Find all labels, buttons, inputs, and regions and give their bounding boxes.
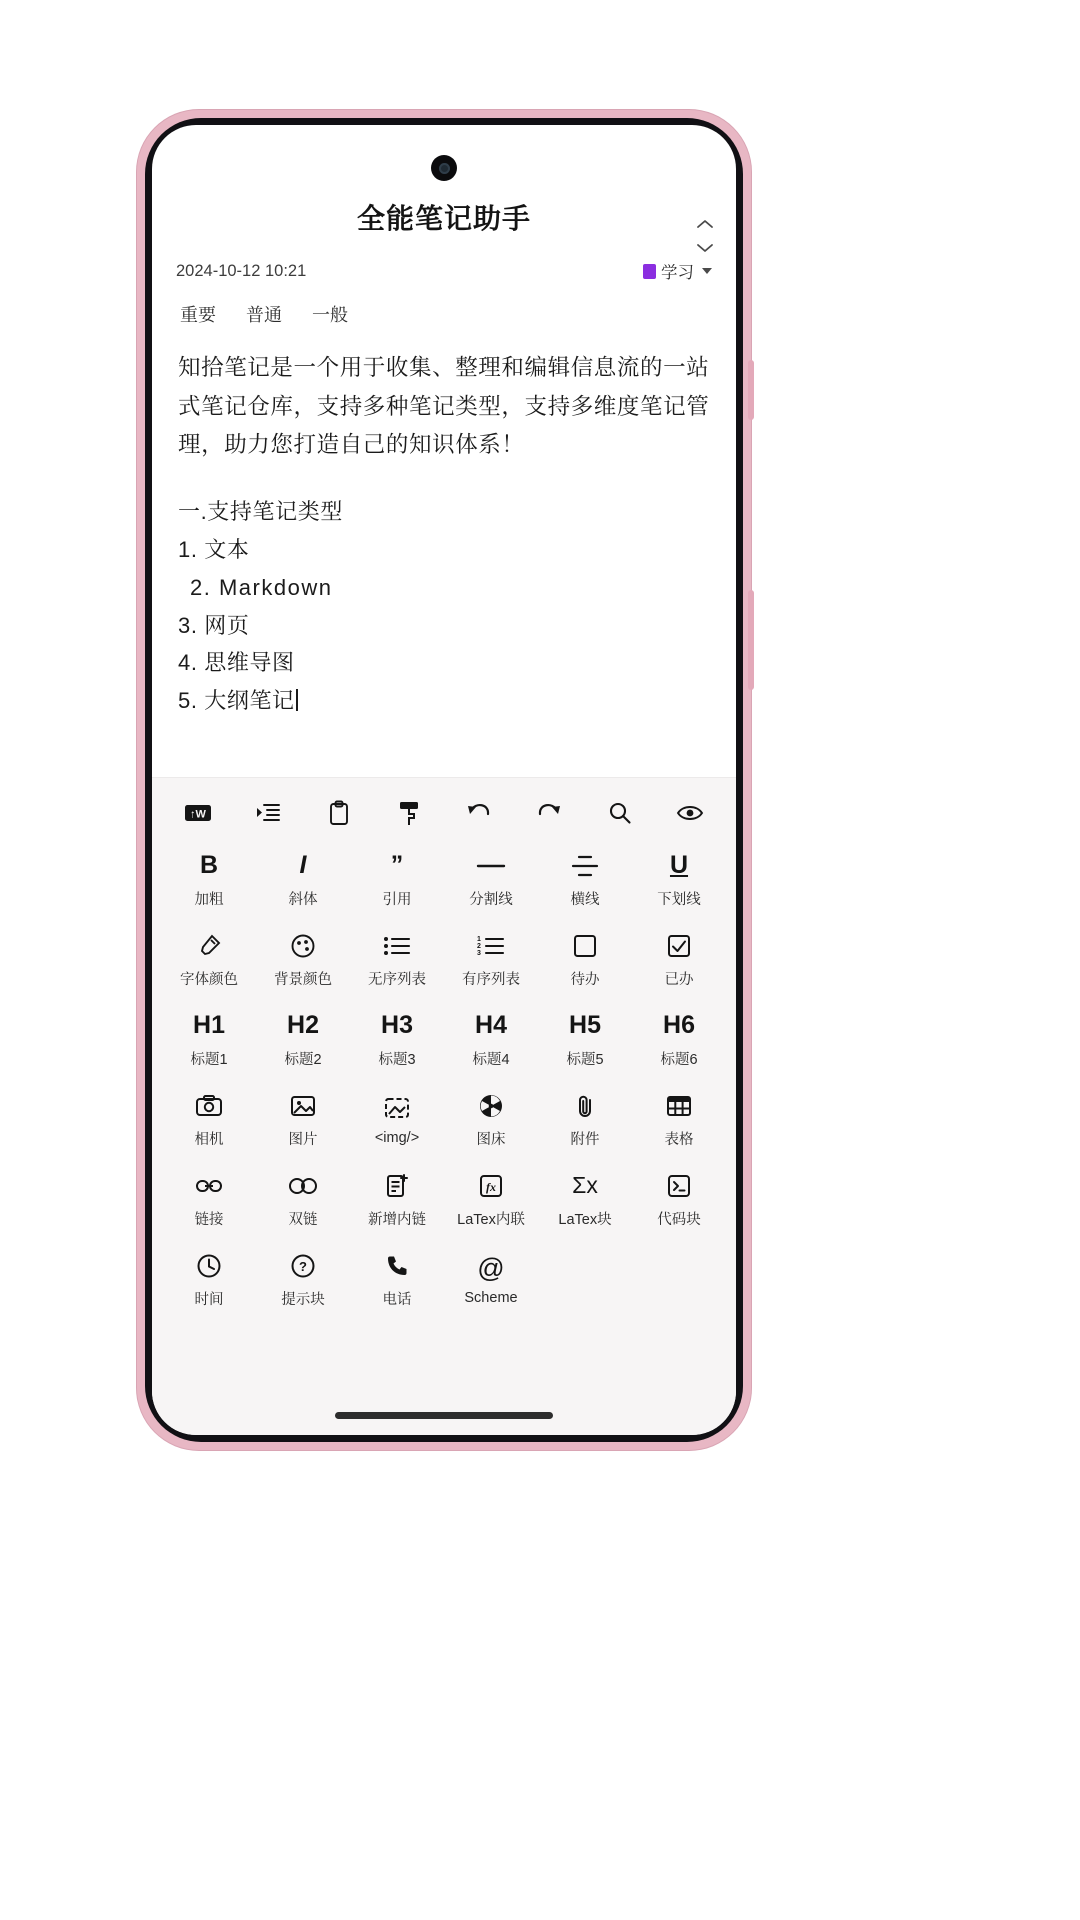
toolbar-item-latex-block[interactable] xyxy=(538,1160,632,1238)
svg-text:fx: fx xyxy=(486,1179,496,1194)
toolbar-item-camera[interactable] xyxy=(162,1080,256,1158)
editor-toolbar xyxy=(152,777,736,1435)
todo-unchecked-icon xyxy=(573,930,597,962)
toolbar-item-label: 分割线 xyxy=(469,891,513,908)
toolbar-item-label: 引用 xyxy=(382,891,412,908)
toolbar-item-label: 图床 xyxy=(476,1131,506,1148)
clock-icon xyxy=(196,1250,222,1282)
toolbar-item-label: 链接 xyxy=(194,1211,224,1228)
tag-item-important[interactable]: 重要 xyxy=(180,305,216,325)
toolbar-top-row xyxy=(152,786,736,836)
note-list-item: 2. Markdown xyxy=(190,574,333,600)
font-color-icon xyxy=(196,930,222,962)
divider-icon xyxy=(476,850,506,882)
toolbar-item-heading1[interactable] xyxy=(162,1000,256,1078)
toolbar-item-label: 加粗 xyxy=(194,891,224,908)
format-brush-icon[interactable] xyxy=(389,796,429,830)
toolbar-item-bullet-list[interactable] xyxy=(350,920,444,998)
toolbar-item-label: 标题2 xyxy=(284,1051,322,1068)
numbered-list-icon xyxy=(477,930,505,962)
toolbar-item-label: 标题5 xyxy=(566,1051,604,1068)
preview-eye-icon[interactable] xyxy=(670,796,710,830)
toolbar-item-done[interactable] xyxy=(632,920,726,998)
undo-icon[interactable] xyxy=(459,796,499,830)
toolbar-item-label: 字体颜色 xyxy=(180,971,238,988)
heading1-icon: H1 xyxy=(193,1011,225,1039)
toolbar-item-heading3[interactable] xyxy=(350,1000,444,1078)
toolbar-item-label: 待办 xyxy=(570,971,600,988)
link-icon xyxy=(195,1170,223,1202)
todo-checked-icon xyxy=(667,930,691,962)
underline-icon: U xyxy=(669,851,689,879)
tag-item-normal[interactable]: 普通 xyxy=(246,305,282,325)
toolbar-item-label: 有序列表 xyxy=(462,971,520,988)
add-internal-link-icon xyxy=(385,1170,409,1202)
latex-block-icon: Σx xyxy=(572,1172,598,1198)
text-cursor xyxy=(296,689,298,711)
image-icon xyxy=(290,1090,316,1122)
toolbar-item-heading6[interactable] xyxy=(632,1000,726,1078)
toolbar-item-add-internal-link[interactable] xyxy=(350,1160,444,1238)
toolbar-item-label: 斜体 xyxy=(288,891,318,908)
toolbar-item-label: 标题3 xyxy=(378,1051,416,1068)
toolbar-item-phone[interactable] xyxy=(350,1240,444,1318)
toolbar-item-label: 图片 xyxy=(288,1131,318,1148)
phone-device xyxy=(137,110,751,1450)
toolbar-item-heading4[interactable] xyxy=(444,1000,538,1078)
toolbar-item-label: 横线 xyxy=(570,891,600,908)
note-list-item: 4. 思维导图 xyxy=(178,650,295,676)
svg-text:↑W: ↑W xyxy=(190,808,206,821)
toolbar-grid xyxy=(152,836,736,1318)
toolbar-item-label: LaTex块 xyxy=(558,1211,612,1228)
category-selector[interactable] xyxy=(643,259,712,283)
toolbar-item-bidirectional-link[interactable] xyxy=(256,1160,350,1238)
home-gesture-bar[interactable] xyxy=(335,1412,553,1419)
collapse-expand-icon[interactable] xyxy=(692,219,718,253)
toolbar-item-label: 代码块 xyxy=(657,1211,701,1228)
toolbar-item-divider[interactable] xyxy=(444,840,538,918)
hint-block-icon xyxy=(290,1250,316,1282)
note-list-item-last: 5. 大纲笔记 xyxy=(178,682,710,720)
toolbar-item-font-color[interactable] xyxy=(162,920,256,998)
toolbar-item-link[interactable] xyxy=(162,1160,256,1238)
strikethrough-icon xyxy=(571,850,599,882)
toolbar-item-label: LaTex内联 xyxy=(457,1211,525,1228)
search-icon[interactable] xyxy=(600,796,640,830)
note-list-item: 1. 文本 xyxy=(178,536,250,562)
note-editor-body[interactable] xyxy=(152,327,736,720)
toolbar-item-quote[interactable] xyxy=(350,840,444,918)
phone-screen xyxy=(152,125,736,1435)
toolbar-item-image-tag[interactable] xyxy=(350,1080,444,1158)
toolbar-item-label: 相机 xyxy=(194,1131,224,1148)
chevron-down-icon xyxy=(696,243,714,253)
page-title: 全能笔记助手 xyxy=(356,203,531,234)
volume-button[interactable] xyxy=(748,360,754,420)
svg-text:?: ? xyxy=(299,1258,307,1274)
chevron-down-icon xyxy=(702,268,712,274)
toolbar-item-label: <img/> xyxy=(374,1130,420,1146)
front-camera-icon xyxy=(431,155,457,181)
phone-icon xyxy=(385,1250,409,1282)
toolbar-item-label: 时间 xyxy=(194,1291,224,1308)
toolbar-item-time[interactable] xyxy=(162,1240,256,1318)
heading3-icon: H3 xyxy=(381,1011,413,1039)
toolbar-item-attachment[interactable] xyxy=(538,1080,632,1158)
bidirectional-link-icon xyxy=(288,1170,318,1202)
toolbar-item-label: 已办 xyxy=(664,971,694,988)
image-host-icon xyxy=(478,1090,504,1122)
toolbar-item-label: 无序列表 xyxy=(368,971,426,988)
toolbar-item-label: 新增内链 xyxy=(368,1211,426,1228)
toolbar-item-numbered-list[interactable] xyxy=(444,920,538,998)
toolbar-item-bold[interactable] xyxy=(162,840,256,918)
heading5-icon: H5 xyxy=(569,1011,601,1039)
note-section-heading: 一.支持笔记类型 xyxy=(178,499,343,525)
heading4-icon: H4 xyxy=(475,1011,507,1039)
toolbar-item-heading5[interactable] xyxy=(538,1000,632,1078)
italic-icon: I xyxy=(299,851,307,879)
toolbar-item-label: 标题4 xyxy=(472,1051,510,1068)
code-block-icon xyxy=(667,1170,691,1202)
toolbar-item-image-host[interactable] xyxy=(444,1080,538,1158)
svg-text:3: 3 xyxy=(477,949,481,957)
toolbar-item-italic[interactable] xyxy=(256,840,350,918)
image-tag-icon xyxy=(384,1092,410,1124)
svg-text:1: 1 xyxy=(477,935,481,943)
scheme-icon: @ xyxy=(477,1252,505,1283)
toolbar-item-table[interactable] xyxy=(632,1080,726,1158)
toolbar-item-hint-block[interactable] xyxy=(256,1240,350,1318)
toolbar-item-label: 表格 xyxy=(664,1131,694,1148)
redo-icon[interactable] xyxy=(529,796,569,830)
toolbar-item-background-color[interactable] xyxy=(256,920,350,998)
chevron-up-icon xyxy=(696,219,714,229)
toolbar-item-label: Scheme xyxy=(464,1290,518,1306)
toolbar-item-latex-inline[interactable] xyxy=(444,1160,538,1238)
toolbar-item-label: 标题6 xyxy=(660,1051,698,1068)
toolbar-item-label: 附件 xyxy=(570,1131,600,1148)
heading6-icon: H6 xyxy=(663,1011,695,1039)
heading2-icon: H2 xyxy=(287,1011,319,1039)
note-meta-row xyxy=(152,259,736,283)
toolbar-item-underline[interactable] xyxy=(632,840,726,918)
latex-inline-icon xyxy=(479,1170,503,1202)
toolbar-item-label: 提示块 xyxy=(281,1291,325,1308)
blank-line xyxy=(178,465,710,493)
attachment-icon xyxy=(574,1090,596,1122)
tag-item-general[interactable]: 一般 xyxy=(312,305,348,325)
note-timestamp: 2024-10-12 10:21 xyxy=(176,261,307,280)
toolbar-item-label: 电话 xyxy=(382,1291,412,1308)
toolbar-item-scheme[interactable] xyxy=(444,1240,538,1318)
category-label: 学习 xyxy=(661,264,694,282)
toolbar-item-label: 下划线 xyxy=(657,891,701,908)
note-paragraph: 知拾笔记是一个用于收集、整理和编辑信息流的一站式笔记仓库，支持多种笔记类型，支持多维度笔记管理，助力您打造自己的知识体系！ xyxy=(178,355,710,458)
markdown-icon[interactable] xyxy=(178,796,218,830)
toolbar-item-code-block[interactable] xyxy=(632,1160,726,1238)
svg-text:2: 2 xyxy=(477,942,481,950)
table-icon xyxy=(666,1090,692,1122)
bullet-list-icon xyxy=(383,930,411,962)
indent-icon[interactable] xyxy=(248,796,288,830)
bold-icon: B xyxy=(199,851,219,879)
background-color-icon xyxy=(290,930,316,962)
toolbar-item-strikethrough[interactable] xyxy=(538,840,632,918)
toolbar-item-image[interactable] xyxy=(256,1080,350,1158)
book-icon xyxy=(643,264,656,279)
toolbar-item-todo[interactable] xyxy=(538,920,632,998)
toolbar-item-heading2[interactable] xyxy=(256,1000,350,1078)
toolbar-item-label: 标题1 xyxy=(190,1051,228,1068)
note-list-item: 3. 网页 xyxy=(178,612,250,638)
camera-icon xyxy=(195,1090,223,1122)
tag-row xyxy=(152,301,736,327)
toolbar-item-label: 背景颜色 xyxy=(274,971,332,988)
power-button[interactable] xyxy=(748,590,754,690)
quote-icon: ” xyxy=(390,851,404,879)
toolbar-item-label: 双链 xyxy=(288,1211,318,1228)
clipboard-icon[interactable] xyxy=(319,796,359,830)
